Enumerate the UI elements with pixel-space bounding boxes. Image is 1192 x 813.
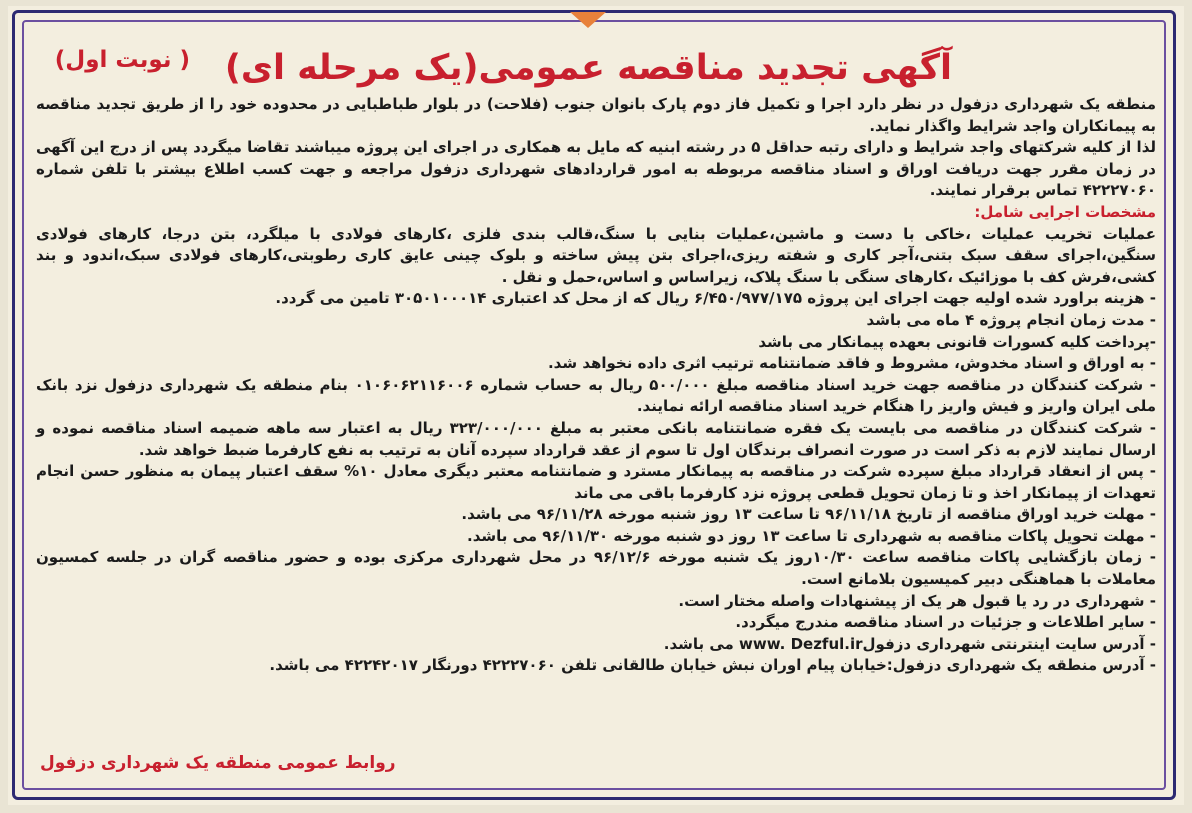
- specs-heading: مشخصات اجرایی شامل:: [974, 202, 1156, 221]
- conditions-list: [36, 288, 1156, 677]
- condition-item: - شرکت کنندگان در مناقصه جهت خرید اسناد مناقصه مبلغ ۵۰۰/۰۰۰ ریال به حساب شماره ۰۱۰۶۰۶۲۱۱۶۰۰۶ بنام منطقه یک شهرداری دزفول نزد بانک ملی ایران واریز و فیش واریز را هنگام خرید اسناد مناقصه ارائه نمایند.: [36, 375, 1156, 416]
- condition-item: - هزینه براورد شده اولیه جهت اجرای این پروژه ۶/۴۵۰/۹۷۷/۱۷۵ ریال که از محل کد اعتباری ۳۰۵۰۱۰۰۰۱۴ تامین می گردد.: [275, 289, 1156, 308]
- condition-item: - زمان بازگشایی پاکات مناقصه ساعت ۱۰/۳۰روز یک شنبه مورخه ۹۶/۱۲/۶ در محل شهرداری مرکزی بوده و حضور مناقصه گران در جلسه کمسیون معاملات با هماهنگی دبیر کمیسیون بلامانع است.: [36, 548, 1157, 589]
- condition-item: - شهرداری در رد یا قبول هر یک از پیشنهادات واصله مختار است.: [678, 591, 1156, 610]
- condition-item: - مدت زمان انجام پروژه ۴ ماه می باشد: [866, 310, 1156, 329]
- website-item: - آدرس سایت اینترنتی شهرداری دزفولwww. Dezful.ir می باشد.: [663, 634, 1156, 653]
- intro-paragraph-1: منطقه یک شهرداری دزفول در نظر دارد اجرا و تکمیل فاز دوم پارک بانوان جنوب (فلاحت) در بلوار طباطبایی در محدوده خود را از طریق تجدید مناقصه به پیمانکاران واجد شرایط واگذار نماید.: [36, 95, 1156, 135]
- condition-item: - سایر اطلاعات و جزئیات در اسناد مناقصه مندرج میگردد.: [735, 613, 1156, 632]
- condition-item: - مهلت خرید اوراق مناقصه از تاریخ ۹۶/۱۱/۱۸ تا ساعت ۱۳ روز شنبه مورخه ۹۶/۱۱/۲۸ می باشد.: [461, 505, 1156, 524]
- round-label: ( نوبت اول): [54, 47, 190, 73]
- address-item: - آدرس منطقه یک شهرداری دزفول:خیابان پیام اوران نبش خیابان طالقانی تلفن ۴۲۲۲۷۰۶۰ دورنگار ۴۲۲۴۲۰۱۷ می باشد.: [269, 656, 1156, 675]
- signature: روابط عمومی منطقه یک شهرداری دزفول: [40, 753, 396, 773]
- condition-item: -پرداخت کلیه کسورات قانونی بعهده پیمانکار می باشد: [758, 332, 1156, 351]
- top-triangle-icon: [570, 12, 606, 28]
- condition-item: - مهلت تحویل پاکات مناقصه به شهرداری تا ساعت ۱۳ روز دو شنبه مورخه ۹۶/۱۱/۳۰ می باشد.: [467, 526, 1156, 545]
- condition-item: - به اوراق و اسناد مخدوش، مشروط و فاقد ضمانتنامه ترتیب اثری داده نخواهد شد.: [547, 354, 1156, 373]
- ad-title: آگهی تجدید مناقصه عمومی(یک مرحله ای): [224, 48, 952, 88]
- ad-body: [36, 94, 1156, 677]
- condition-item: - شرکت کنندگان در مناقصه می بایست یک فقره ضمانتنامه بانکی معتبر به مبلغ ۳۲۳/۰۰۰/۰۰۰ ریال به اعتبار سه ماهه ضمیمه اسناد مناقصه نموده و ارسال نمایند لازم به ذکر است در صورت انصراف برندگان اول تا سوم از عقد قرارداد سپرده آنان به ترتیب به نفع کارفرما ضبط خواهد شد.: [36, 418, 1156, 459]
- specs-text: عملیات تخریب عملیات ،خاکی با دست و ماشین،عملیات بنایی با سنگ،قالب بندی فلزی ،کارهای فولادی با میلگرد، بتن درجا، کارهای فولادی سنگین،اجرای سقف سبک بتنی،آجر کاری و شفته ریزی،اجرای بتن پیش ساخته و بلوک چینی عایق کاری رطوبتی،کارهای فولادی سبک،اندود و بند کشی،فرش کف با موزائیک ،کارهای سنگی با سنگ پلاک، زیراساس و اساس،حمل و نقل .: [36, 224, 1156, 286]
- condition-item: - پس از انعقاد قرارداد مبلغ سپرده شرکت در مناقصه به پیمانکار مسترد و ضمانتنامه معتبر دیگری معادل ۱۰% سقف اعتبار پیمان به منظور حسن انجام تعهدات از پیمانکار اخذ و تا زمان تحویل قطعی پروژه نزد کارفرما باقی می ماند: [36, 462, 1156, 502]
- intro-paragraph-2: لذا از کلیه شرکتهای واجد شرایط و دارای رتبه حداقل ۵ در رشته ابنیه که مایل به همکاری در اجرای این پروژه میباشند تقاضا میگردد پس از درج این آگهی در زمان مقرر جهت دریافت اوراق و اسناد مناقصه مربوطه به امور قراردادهای شهرداری دزفول مراجعه و جهت کسب اطلاع بیشتر با تلفن شماره ۴۲۲۲۷۰۶۰ تماس برقرار نمایند.: [36, 138, 1156, 200]
